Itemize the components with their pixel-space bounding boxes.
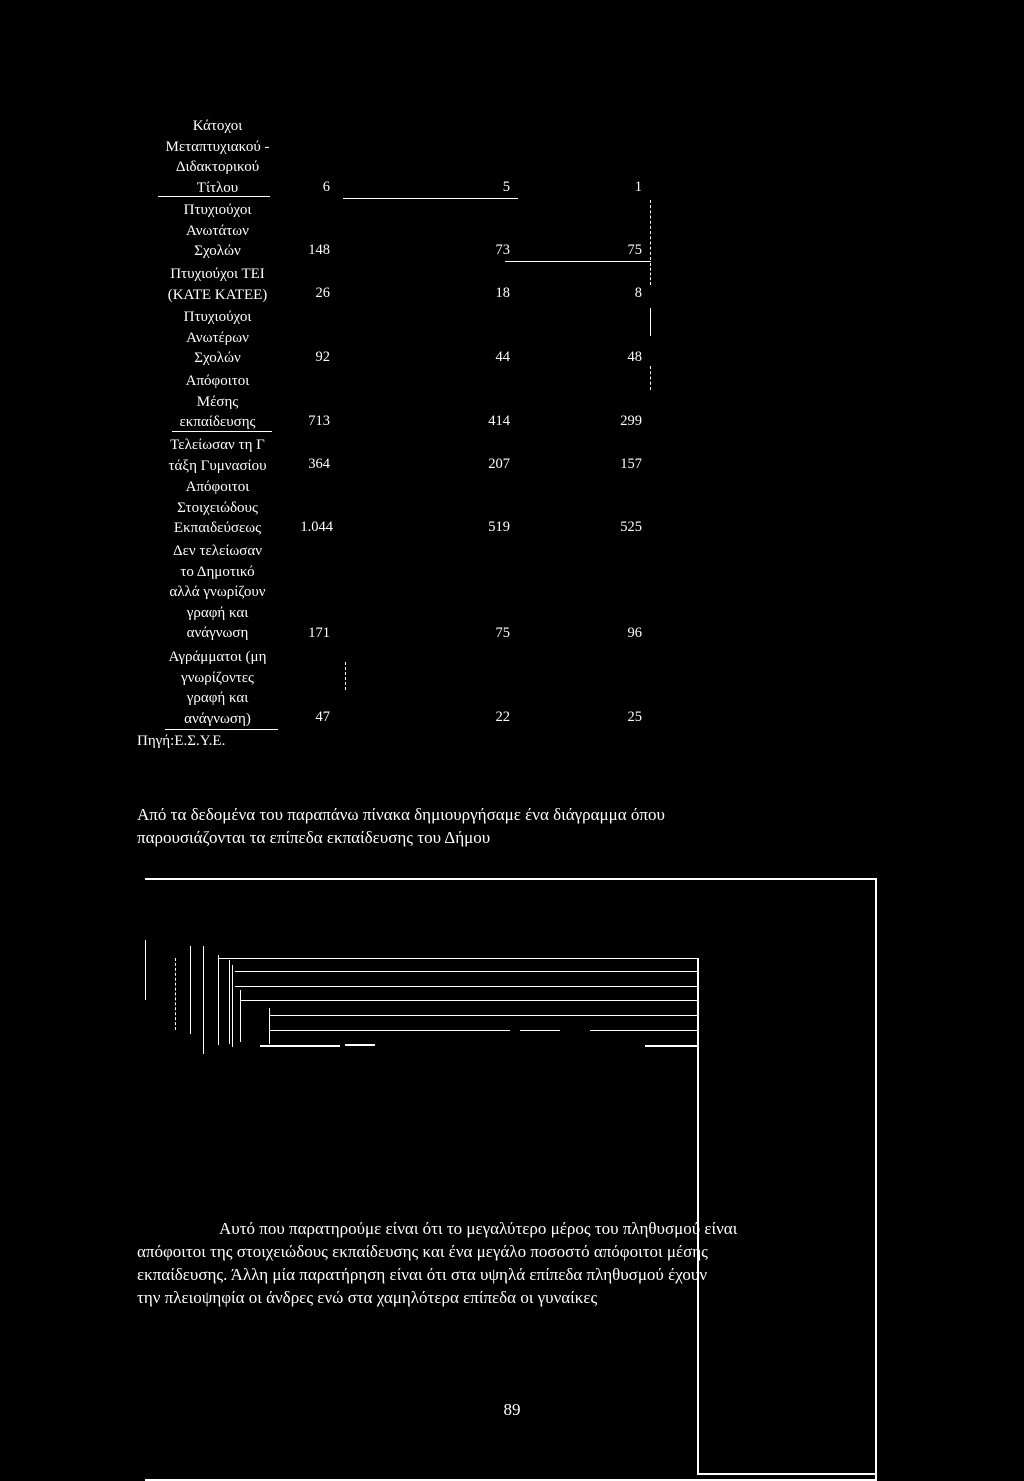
label-line: Δεν τελείωσαν	[172, 543, 262, 559]
grid-line	[345, 1044, 375, 1046]
border-fragment	[650, 366, 651, 390]
cell-total: 713	[308, 413, 330, 429]
grid-line	[520, 1030, 560, 1031]
cell-women: 25	[627, 709, 642, 725]
label-line: Πτυχιούχοι	[183, 202, 252, 218]
page-number: 89	[503, 1400, 521, 1419]
label-line: Τελείωσαν τη Γ	[170, 437, 265, 453]
cell-total: 364	[308, 456, 330, 472]
cell-total: 92	[315, 349, 330, 365]
text-line: την πλειοψηφία οι άνδρες ενώ στα χαμηλότερα επίπεδα οι γυναίκες	[137, 1288, 598, 1307]
underline	[505, 261, 651, 262]
grid-line	[240, 1000, 698, 1001]
grid-line	[218, 958, 698, 959]
frame-right	[875, 878, 877, 1481]
label-line: Μεταπτυχιακού -	[165, 138, 270, 155]
label-line: Κάτοχοι	[192, 118, 243, 134]
label-line: τάξη Γυμνασίου	[168, 457, 267, 474]
axis-fragment	[218, 955, 219, 1045]
underline	[343, 198, 518, 199]
label-line: Ανωτάτων	[186, 222, 249, 239]
plot-right	[697, 958, 699, 1474]
grid-line	[270, 1015, 698, 1016]
grid-line	[270, 1030, 510, 1031]
cell-women: 525	[620, 519, 642, 535]
axis-fragment	[190, 946, 191, 1034]
text-line: Από τα δεδομένα του παραπάνω πίνακα δημιουργήσαμε ένα διάγραμμα όπου	[137, 805, 665, 824]
cell-women: 299	[620, 413, 642, 429]
text-line: παρουσιάζονται τα επίπεδα εκπαίδευσης του Δήμου	[137, 828, 491, 847]
text-line: απόφοιτοι της στοιχειώδους εκπαίδευσης και ένα μεγάλο ποσοστό απόφοιτοι μέσης	[137, 1242, 708, 1261]
grid-line	[235, 971, 698, 972]
cell-women: 1	[634, 179, 642, 195]
border-fragment	[345, 662, 346, 690]
conclusion-paragraph	[137, 1217, 897, 1309]
axis-fragment	[240, 990, 241, 1042]
border-fragment	[650, 308, 651, 336]
cell-men: 73	[495, 242, 510, 258]
row-label	[140, 477, 295, 539]
border-fragment	[650, 263, 651, 285]
label-line: αλλά γνωρίζουν	[169, 584, 266, 600]
table-source: Πηγή:Ε.Σ.Υ.Ε.	[137, 733, 226, 749]
label-line: γραφή και	[186, 690, 249, 706]
axis-fragment	[269, 1008, 270, 1044]
grid-line	[235, 986, 698, 987]
cell-total: 6	[322, 179, 330, 195]
intro-paragraph	[137, 803, 665, 849]
label-line: Πτυχιούχοι	[183, 309, 252, 325]
underline	[158, 196, 270, 197]
label-line: Εκπαιδεύσεως	[173, 520, 262, 536]
label-line: Αγράμματοι (μη	[168, 649, 267, 665]
cell-men: 519	[488, 519, 510, 535]
label-line: Σχολών	[194, 350, 241, 366]
cell-total: 171	[308, 625, 330, 641]
label-line: Μέσης	[196, 393, 239, 410]
cell-men: 414	[488, 413, 510, 429]
cell-men: 207	[488, 456, 510, 472]
label-line: γνωρίζοντες	[180, 669, 254, 686]
text-line: εκπαίδευσης. Άλλη μία παρατήρηση είναι ότι στα υψηλά επίπεδα πληθυσμού έχουν	[137, 1265, 708, 1284]
frame-top	[145, 878, 877, 880]
label-line: Πτυχιούχοι ΤΕΙ	[170, 266, 265, 282]
cell-men: 18	[495, 285, 510, 301]
plot-bottom	[697, 1473, 875, 1475]
axis-fragment	[232, 965, 233, 1047]
label-line: Απόφοιτοι	[185, 373, 250, 389]
underline	[165, 729, 278, 730]
label-line: Ανωτέρων	[186, 329, 249, 346]
grid-line	[590, 1030, 698, 1031]
axis-fragment	[175, 958, 176, 1030]
cell-total: 26	[315, 285, 330, 301]
axis-fragment	[145, 940, 146, 1000]
cell-women: 75	[627, 242, 642, 258]
label-line: Σχολών	[194, 243, 241, 259]
cell-men: 5	[502, 179, 510, 195]
cell-women: 48	[627, 349, 642, 365]
cell-total: 1.044	[300, 519, 333, 535]
grid-line	[645, 1045, 698, 1047]
label-line: το Δημοτικό	[180, 563, 255, 580]
label-line: ανάγνωση)	[184, 710, 251, 727]
cell-total: 148	[308, 242, 330, 258]
cell-women: 96	[627, 625, 642, 641]
border-fragment	[650, 200, 651, 260]
label-line: γραφή και	[186, 604, 249, 621]
axis-fragment	[203, 946, 204, 1054]
cell-women: 157	[620, 456, 642, 472]
axis-fragment	[229, 960, 230, 1044]
cell-men: 22	[495, 709, 510, 725]
cell-women: 8	[634, 285, 642, 301]
cell-men: 44	[495, 349, 510, 365]
underline	[172, 431, 272, 432]
cell-men: 75	[495, 625, 510, 641]
label-line: Στοιχειώδους	[177, 499, 258, 516]
grid-line	[260, 1045, 340, 1047]
label-line: Απόφοιτοι	[185, 479, 250, 495]
label-line: (ΚΑΤΕ ΚΑΤΕΕ)	[167, 286, 268, 303]
text-line: Αυτό που παρατηρούμε είναι ότι το μεγαλύτερο μέρος του πληθυσμού είναι	[219, 1219, 738, 1238]
label-line: εκπαίδευσης	[179, 414, 256, 430]
label-line: ανάγνωση	[186, 625, 249, 641]
label-line: Τίτλου	[196, 179, 239, 196]
cell-total: 47	[315, 709, 330, 725]
label-line: Διδακτορικού	[175, 159, 260, 175]
